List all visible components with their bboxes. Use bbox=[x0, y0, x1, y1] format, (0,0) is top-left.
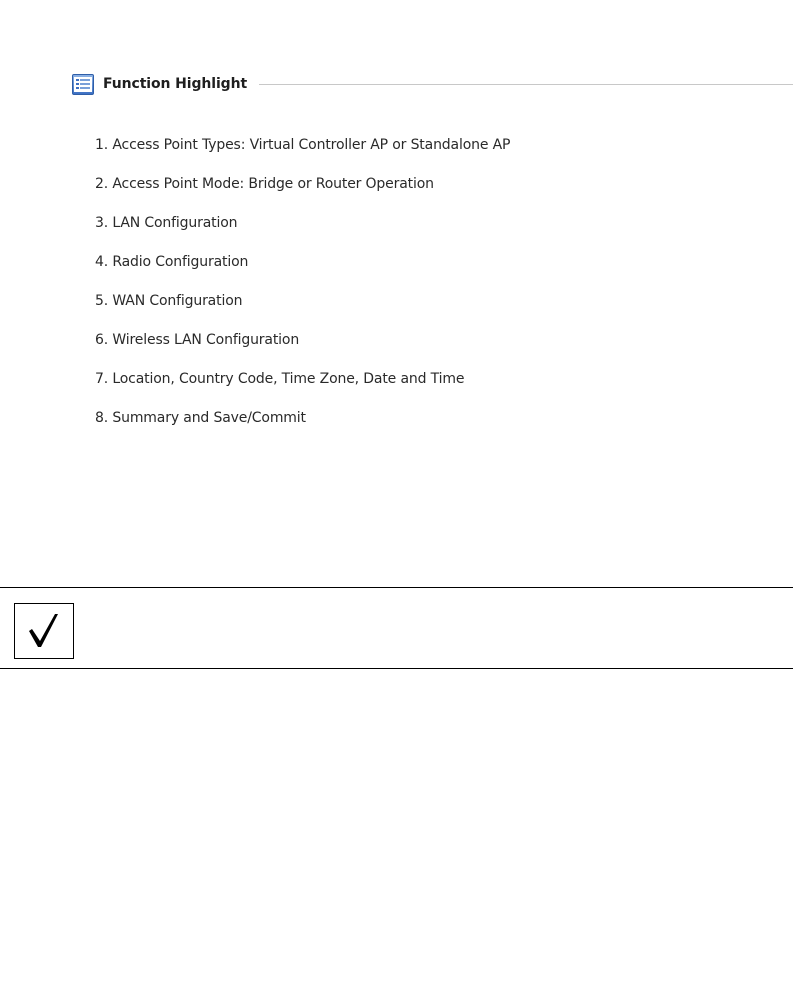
note-box bbox=[0, 587, 793, 669]
list-item: 2. Access Point Mode: Bridge or Router Operation bbox=[95, 176, 434, 192]
list-item: 5. WAN Configuration bbox=[95, 293, 243, 309]
section-title: Function Highlight bbox=[103, 76, 248, 92]
list-item: 8. Summary and Save/Commit bbox=[95, 410, 306, 426]
list-icon bbox=[72, 74, 94, 95]
section-divider bbox=[259, 84, 793, 85]
list-item: 4. Radio Configuration bbox=[95, 254, 249, 270]
checkmark-icon bbox=[15, 604, 72, 657]
list-item: 1. Access Point Types: Virtual Controller AP or Standalone AP bbox=[95, 137, 511, 153]
list-item: 3. LAN Configuration bbox=[95, 215, 238, 231]
note-frame bbox=[14, 603, 74, 659]
list-item: 7. Location, Country Code, Time Zone, Date and Time bbox=[95, 371, 465, 387]
function-steps-list bbox=[95, 135, 510, 447]
list-item: 6. Wireless LAN Configuration bbox=[95, 332, 300, 348]
function-highlight-header bbox=[72, 73, 793, 95]
